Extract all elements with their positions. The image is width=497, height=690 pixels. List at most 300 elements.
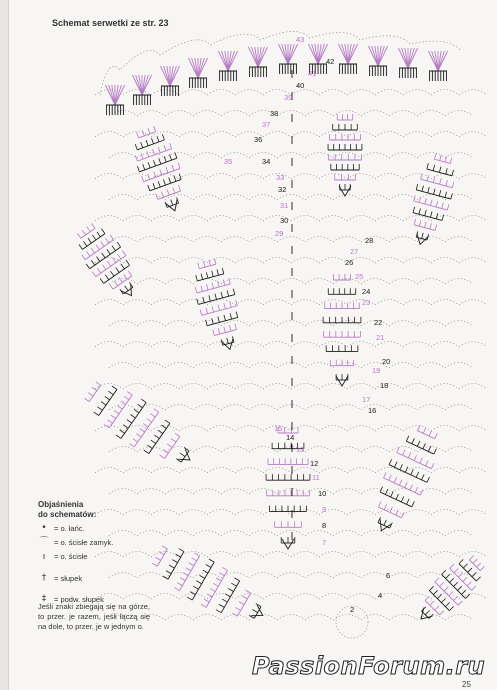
- mesh-arc: [389, 615, 417, 621]
- mesh-arc: [179, 174, 207, 180]
- watermark: PassionForum.ru: [252, 652, 486, 680]
- mesh-arc: [445, 111, 473, 117]
- pineapple-stitch: [212, 318, 214, 324]
- pineapple-stitch: [391, 492, 394, 497]
- mesh-arc: [445, 489, 473, 495]
- pineapple-stitch: [148, 162, 150, 168]
- mesh-arc: [417, 321, 445, 327]
- pineapple-stitch: [102, 265, 105, 270]
- pineapple-stitch: [435, 578, 439, 582]
- pineapple-stitch: [111, 271, 114, 276]
- mesh-arc: [361, 531, 389, 537]
- pineapple-stitch: [458, 573, 462, 577]
- pineapple-stitch: [147, 445, 152, 448]
- pineapple-stitch: [396, 494, 399, 499]
- mesh-arc: [361, 153, 389, 159]
- pineapple-stitch: [435, 225, 437, 231]
- fan-stitch: [282, 44, 288, 64]
- pineapple-stitch: [439, 190, 441, 196]
- pineapple-stitch: [143, 424, 148, 427]
- pineapple-stitch: [480, 566, 484, 570]
- mesh-arc: [305, 615, 333, 621]
- pineapple-stitch: [441, 598, 445, 602]
- pineapple-stitch: [176, 554, 181, 557]
- pineapple-stitch: [94, 412, 99, 415]
- mesh-arc: [165, 405, 193, 411]
- pineapple-stitch: [222, 567, 227, 570]
- pineapple-stitch: [397, 447, 400, 452]
- row-label: 40: [296, 81, 305, 90]
- pineapple-stitch: [112, 386, 117, 389]
- row-label: 36: [254, 135, 263, 144]
- mesh-arc: [235, 90, 263, 96]
- row-label: 39: [284, 93, 293, 102]
- pineapple-stitch: [126, 260, 129, 265]
- mesh-arc: [193, 111, 221, 117]
- pineapple-stitch: [446, 574, 450, 578]
- pineapple-stitch: [233, 289, 235, 295]
- mesh-arc: [277, 195, 305, 201]
- row-label: 19: [372, 366, 381, 375]
- pineapple-row: [434, 159, 450, 163]
- legend-item-text: = o. ścisłe zamyk.: [54, 538, 114, 548]
- pineapple-stitch: [222, 268, 224, 274]
- row-label: 33: [276, 173, 285, 182]
- mesh-arc: [151, 258, 179, 264]
- mesh-arc: [221, 237, 249, 243]
- mesh-arc: [207, 90, 235, 96]
- pineapple-stitch: [91, 260, 94, 265]
- pineapple-stitch: [463, 564, 467, 568]
- pineapple-stitch: [433, 177, 435, 183]
- mesh-arc: [277, 531, 305, 537]
- mesh-arc: [347, 468, 375, 474]
- pineapple-stitch: [445, 192, 447, 198]
- mesh-arc: [291, 594, 319, 600]
- mesh-arc: [431, 426, 459, 432]
- pineapple-stitch: [154, 126, 156, 132]
- mesh-arc: [305, 237, 333, 243]
- mesh-arc: [389, 573, 417, 579]
- pineapple-stitch: [88, 393, 93, 396]
- pineapple-motif: [409, 549, 491, 631]
- pineapple-stitch: [112, 246, 115, 251]
- pineapple-stitch: [445, 602, 449, 606]
- mesh-arc: [389, 153, 417, 159]
- row-label: 12: [310, 459, 319, 468]
- mesh-arc: [151, 132, 179, 138]
- mesh-arc: [417, 279, 445, 285]
- mesh-arc: [235, 468, 263, 474]
- mesh-arc: [417, 531, 445, 537]
- mesh-arc: [431, 384, 459, 390]
- pineapple-row: [81, 228, 95, 238]
- pineapple-stitch: [434, 449, 437, 454]
- pineapple-stitch: [473, 559, 477, 563]
- mesh-arc: [109, 405, 137, 411]
- row-label: 28: [365, 236, 374, 245]
- mesh-arc: [249, 363, 277, 369]
- pineapple-stitch: [109, 284, 112, 289]
- pineapple-stitch: [194, 553, 199, 556]
- mesh-arc: [249, 195, 277, 201]
- pineapple-stitch: [114, 281, 117, 286]
- legend-heading-1: Objaśnienia: [38, 500, 84, 509]
- mesh-arc: [375, 132, 403, 138]
- mesh-arc: [207, 216, 235, 222]
- pineapple-motif: [403, 151, 461, 249]
- row-label: 35: [224, 157, 233, 166]
- pineapple-stitch: [128, 271, 131, 276]
- pineapple-stitch: [156, 194, 158, 200]
- fan-stitch: [312, 44, 318, 64]
- pineapple-stitch: [452, 170, 454, 176]
- mesh-arc: [109, 279, 137, 285]
- mesh-arc: [95, 342, 123, 348]
- mesh-arc: [361, 447, 389, 453]
- pineapple-stitch: [403, 450, 406, 455]
- fan-stitch: [402, 48, 408, 68]
- mesh-arc: [95, 426, 123, 432]
- mesh-arc: [249, 405, 277, 411]
- pineapple-stitch: [212, 306, 214, 312]
- row-label: 21: [376, 333, 385, 342]
- pineapple-stitch: [472, 572, 476, 576]
- pineapple-stitch: [231, 583, 236, 586]
- pineapple-stitch: [414, 195, 416, 201]
- pineapple-stitch: [166, 167, 168, 173]
- mesh-arc: [319, 258, 347, 264]
- pineapple-stitch: [127, 392, 132, 395]
- pineapple-stitch: [169, 178, 171, 184]
- pineapple-stitch: [417, 441, 420, 446]
- mesh-arc: [417, 573, 445, 579]
- pineapple-stitch: [121, 401, 126, 404]
- mesh-arc: [431, 510, 459, 516]
- mesh-arc: [459, 132, 487, 138]
- mesh-arc: [431, 552, 459, 558]
- mesh-arc: [375, 258, 403, 264]
- mesh-arc: [235, 342, 263, 348]
- row-label: 34: [262, 157, 271, 166]
- pineapple-stitch: [203, 261, 205, 267]
- mesh-arc: [235, 300, 263, 306]
- mesh-arc: [95, 216, 123, 222]
- pineapple-stitch: [252, 610, 257, 613]
- mesh-arc: [263, 384, 291, 390]
- pineapple-stitch: [117, 406, 122, 409]
- pineapple-stitch: [450, 564, 454, 568]
- mesh-arc: [417, 237, 445, 243]
- pineapple-stitch: [421, 173, 423, 179]
- pineapple-stitch: [84, 398, 89, 401]
- row-label: 43: [296, 35, 305, 44]
- pineapple-row: [139, 132, 156, 138]
- mesh-arc: [277, 405, 305, 411]
- mesh-arc: [263, 132, 291, 138]
- mesh-arc: [109, 489, 137, 495]
- mesh-arc: [123, 174, 151, 180]
- mesh-arc: [123, 384, 151, 390]
- pineapple-stitch: [235, 324, 237, 330]
- pineapple-motif: [362, 420, 447, 539]
- pineapple-stitch: [437, 594, 441, 598]
- pineapple-stitch: [206, 565, 211, 568]
- mesh-arc: [249, 321, 277, 327]
- mesh-arc: [151, 510, 179, 516]
- pineapple-stitch: [141, 142, 143, 148]
- pineapple-stitch: [431, 463, 434, 468]
- legend-item-text: = o. ścisłe: [54, 552, 88, 562]
- row-label: 10: [318, 489, 327, 498]
- pineapple-stitch: [170, 143, 172, 149]
- pineapple-stitch: [102, 253, 105, 258]
- pineapple-stitch: [187, 597, 192, 600]
- mesh-arc: [389, 237, 417, 243]
- pineapple-stitch: [86, 264, 89, 269]
- pineapple-stitch: [427, 175, 429, 181]
- pineapple-stitch: [223, 280, 225, 286]
- pineapple-stitch: [224, 315, 226, 321]
- pineapple-stitch: [101, 241, 104, 246]
- mesh-arc: [207, 132, 235, 138]
- mesh-arc: [417, 405, 445, 411]
- pineapple-stitch: [458, 601, 462, 605]
- pineapple-stitch: [435, 606, 439, 610]
- pineapple-stitch: [219, 604, 224, 607]
- mesh-arc: [123, 300, 151, 306]
- pineapple-stitch: [137, 166, 139, 172]
- pineapple-stitch: [97, 232, 100, 237]
- fan-stitch: [432, 51, 438, 71]
- pineapple-stitch: [384, 472, 387, 477]
- pineapple-stitch: [218, 328, 220, 334]
- mesh-arc: [347, 216, 375, 222]
- pineapple-stitch: [175, 153, 177, 159]
- mesh-arc: [403, 300, 431, 306]
- pineapple-stitch: [219, 573, 224, 576]
- mesh-arc: [137, 363, 165, 369]
- pineapple-stitch: [110, 235, 113, 240]
- pineapple-stitch: [439, 582, 443, 586]
- row-label: 30: [280, 216, 289, 225]
- mesh-arc: [375, 90, 403, 96]
- pineapple-stitch: [178, 185, 180, 191]
- pineapple-stitch: [423, 443, 426, 448]
- mesh-arc: [333, 405, 361, 411]
- mesh-arc: [207, 258, 235, 264]
- pineapple-stitch: [138, 404, 143, 407]
- pineapple-stitch: [217, 269, 219, 275]
- mesh-arc: [249, 237, 277, 243]
- pineapple-stitch: [160, 455, 165, 458]
- pineapple-stitch: [163, 179, 165, 185]
- mesh-arc: [319, 594, 347, 600]
- mesh-arc: [179, 510, 207, 516]
- pineapple-stitch: [425, 596, 429, 600]
- pineapple-stitch: [435, 433, 438, 438]
- pineapple-stitch: [408, 452, 411, 457]
- pineapple-stitch: [166, 571, 171, 574]
- pineapple-stitch: [385, 489, 388, 494]
- pineapple-stitch: [206, 272, 208, 278]
- row-label: 14: [286, 433, 295, 442]
- pineapple-stitch: [159, 158, 161, 164]
- pineapple-stitch: [101, 402, 106, 405]
- pineapple-stitch: [222, 599, 227, 602]
- pineapple-stitch: [77, 233, 80, 238]
- mesh-arc: [193, 447, 221, 453]
- pineapple-stitch: [406, 436, 409, 441]
- pineapple-stitch: [114, 410, 119, 413]
- mesh-arc: [235, 258, 263, 264]
- pineapple-stitch: [156, 557, 161, 560]
- arc-icon: ⌒: [39, 537, 49, 548]
- pineapple-stitch: [87, 227, 90, 232]
- pineapple-stitch: [206, 308, 208, 314]
- pineapple-stitch: [186, 568, 191, 571]
- mesh-arc: [375, 552, 403, 558]
- pineapple-stitch: [197, 299, 199, 305]
- pineapple-stitch: [92, 272, 95, 277]
- mesh-arc: [347, 300, 375, 306]
- mesh-arc: [333, 237, 361, 243]
- mesh-arc: [179, 468, 207, 474]
- mesh-arc: [291, 174, 319, 180]
- pineapple-stitch: [83, 241, 86, 246]
- pineapple-tip: [417, 608, 433, 624]
- pineapple-stitch: [215, 294, 217, 300]
- pineapple-stitch: [218, 317, 220, 323]
- pineapple-stitch: [144, 450, 149, 453]
- pineapple-stitch: [422, 474, 425, 479]
- mesh-arc: [221, 363, 249, 369]
- pineapple-stitch: [167, 190, 169, 196]
- pineapple-stitch: [116, 435, 121, 438]
- pineapple-stitch: [190, 592, 195, 595]
- pineapple-stitch: [159, 552, 164, 555]
- pineapple-stitch: [167, 444, 172, 447]
- mesh-arc: [179, 216, 207, 222]
- pineapple-stitch: [82, 230, 85, 235]
- pineapple-stitch: [447, 204, 449, 210]
- mesh-arc: [305, 279, 333, 285]
- mesh-arc: [445, 363, 473, 369]
- legend-note: Jeśli znaki zbiegają się na górze, to przer. je razem, jeśli łączą się na dole, to przer. je w jednym o.: [38, 602, 150, 632]
- mesh-arc: [277, 111, 305, 117]
- mesh-arc: [207, 510, 235, 516]
- pineapple-stitch: [96, 382, 101, 385]
- pineapple-stitch: [141, 399, 146, 402]
- pineapple-stitch: [178, 163, 180, 169]
- pineapple-stitch: [189, 563, 194, 566]
- pineapple-stitch: [429, 431, 432, 436]
- mesh-arc: [403, 510, 431, 516]
- pineapple-stitch: [169, 154, 171, 160]
- pineapple-stitch: [433, 165, 435, 171]
- pineapple-stitch: [135, 155, 137, 161]
- pineapple-stitch: [204, 599, 209, 602]
- mesh-arc: [389, 111, 417, 117]
- pineapple-stitch: [127, 420, 132, 423]
- mesh-arc: [305, 447, 333, 453]
- fan-stitch: [372, 46, 378, 66]
- row-label: 7: [322, 538, 327, 547]
- pineapple-stitch: [82, 255, 85, 260]
- pineapple-stitch: [96, 245, 99, 250]
- mesh-arc: [165, 279, 193, 285]
- mesh-arc: [109, 153, 137, 159]
- pineapple-stitch: [469, 556, 473, 560]
- mesh-arc: [263, 594, 291, 600]
- pineapple-stitch: [433, 590, 437, 594]
- pineapple-stitch: [239, 602, 244, 605]
- pineapple-stitch: [410, 485, 413, 490]
- pineapple-stitch: [174, 588, 179, 591]
- mesh-arc: [221, 279, 249, 285]
- mesh-arc: [221, 615, 249, 621]
- pineapple-stitch: [390, 507, 393, 512]
- pineapple-stitch: [175, 433, 180, 436]
- pineapple-stitch: [450, 158, 452, 164]
- mesh-arc: [179, 384, 207, 390]
- mesh-arc: [221, 195, 249, 201]
- mesh-arc: [459, 300, 487, 306]
- pineapple-stitch: [116, 268, 119, 273]
- pineapple-stitch: [407, 499, 410, 504]
- mesh-arc: [193, 195, 221, 201]
- pineapple-motif: [328, 114, 362, 196]
- pineapple-stitch: [440, 611, 444, 615]
- pineapple-stitch: [442, 215, 444, 221]
- mesh-arc: [207, 174, 235, 180]
- pineapple-motif: [126, 122, 193, 217]
- mesh-arc: [263, 342, 291, 348]
- pineapple-stitch: [420, 490, 423, 495]
- mesh-arc: [361, 111, 389, 117]
- mesh-arc: [459, 342, 487, 348]
- pineapple-stitch: [426, 461, 429, 466]
- pineapple-stitch: [198, 263, 200, 269]
- mesh-arc: [207, 384, 235, 390]
- pineapple-stitch: [419, 220, 421, 226]
- mesh-arc: [263, 300, 291, 306]
- mesh-arc: [137, 321, 165, 327]
- row-label: 26: [345, 258, 354, 267]
- pineapple-stitch: [384, 504, 387, 509]
- pineapple-stitch: [184, 448, 189, 451]
- pineapple-stitch: [141, 153, 143, 159]
- row-label: 6: [386, 571, 391, 580]
- pineapple-stitch: [146, 140, 148, 146]
- mesh-arc: [151, 384, 179, 390]
- mesh-arc: [165, 531, 193, 537]
- page-number: 25: [462, 680, 471, 689]
- mesh-arc: [151, 90, 179, 96]
- pineapple-stitch: [444, 587, 448, 591]
- mesh-arc: [291, 132, 319, 138]
- pineapple-stitch: [200, 309, 202, 315]
- pineapple-row: [99, 389, 117, 415]
- pineapple-stitch: [142, 176, 144, 182]
- pineapple-stitch: [419, 208, 421, 214]
- pineapple-stitch: [152, 563, 157, 566]
- pineapple-stitch: [142, 130, 144, 136]
- mesh-arc: [235, 384, 263, 390]
- pineapple-stitch: [158, 147, 160, 153]
- pineapple-stitch: [111, 415, 116, 418]
- pineapple-stitch: [429, 586, 433, 590]
